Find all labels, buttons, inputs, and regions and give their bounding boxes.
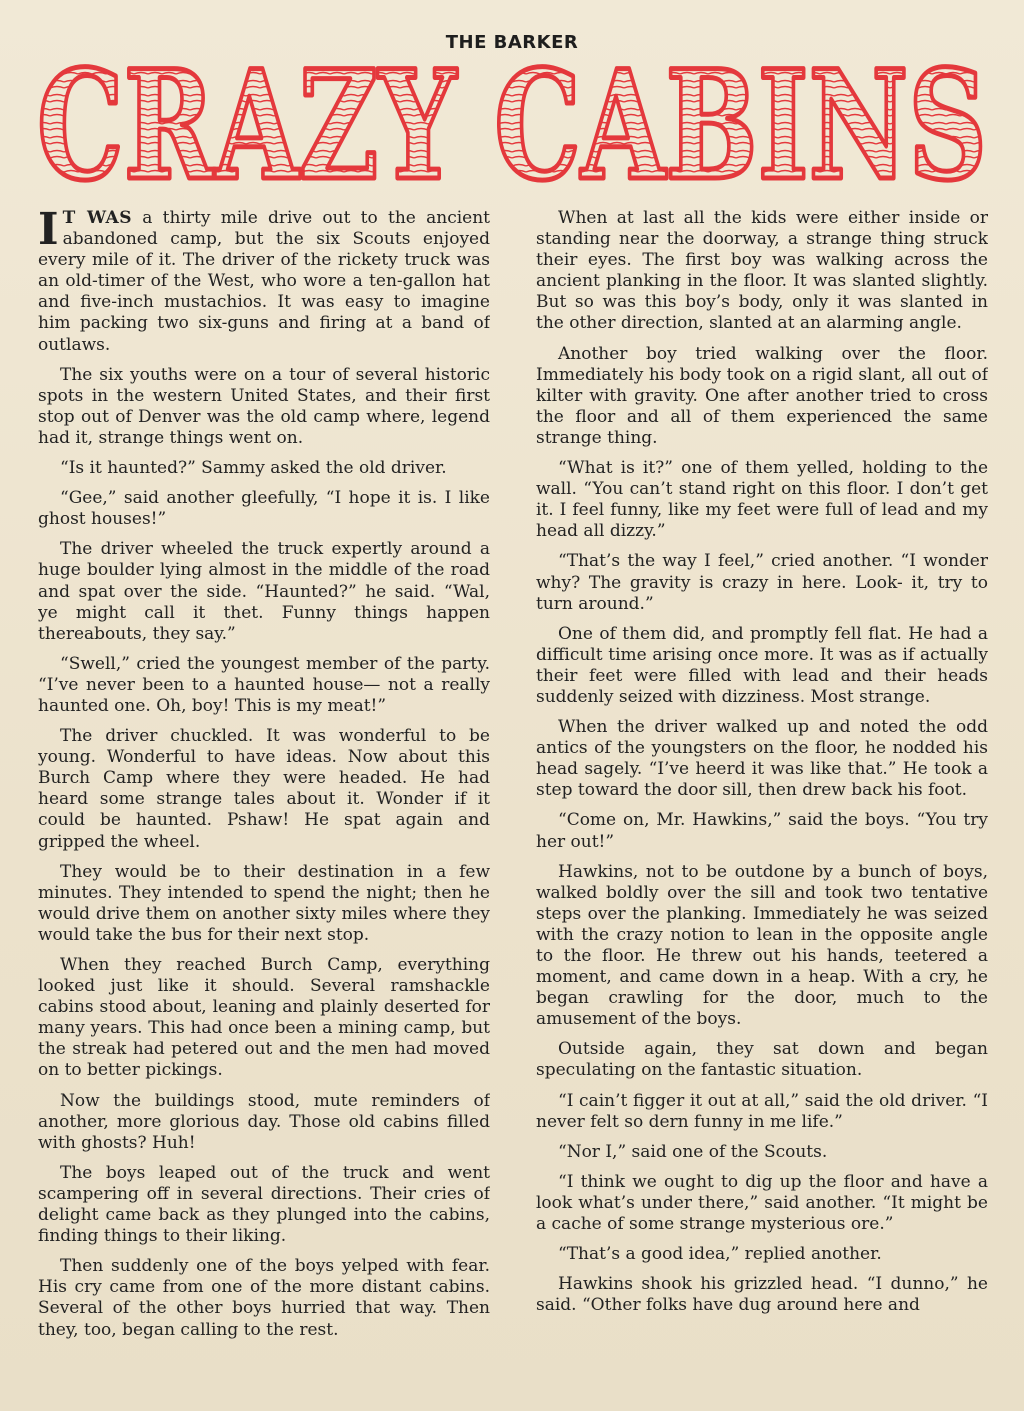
paragraph: “That’s a good idea,” replied another. (558, 1244, 882, 1265)
paragraph: They would be to their destination in a few minutes. They intended to spend the night; then he would drive them on another sixty miles where they would take the bus for their next stop. (38, 861, 490, 945)
log-letter-title-art (22, 50, 1002, 200)
running-head: THE BARKER (445, 32, 579, 53)
paragraph-text: a thirty mile drive out to the ancient abandoned camp, but the six Scouts enjoyed every mile of it. The driver of the rickety truck was an old-timer of the West, who wore a ten-gallon hat and five-inch mustachios. It was easy to imagine him packing two six-guns and firing at a band of outlaws. (38, 208, 490, 355)
paragraph: When they reached Burch Camp, everything looked just like it should. Several ramshackle cabins stood about, leaning and plainly deserted for many years. This had once been a mining camp, but the streak had petered out and the men had moved on to better pickings. (38, 955, 490, 1081)
paragraph: “I think we ought to dig up the floor and have a look what’s under there,” said another. “It might be a cache of some strange mysterious ore.” (536, 1171, 988, 1235)
paragraph: Now the buildings stood, mute reminders of another, more glorious day. Those old cabins filled with ghosts? Huh! (38, 1090, 490, 1153)
paragraph: “Gee,” said another gleefully, “I hope it is. I like ghost houses!” (38, 488, 490, 530)
paragraph: Outside again, they sat down and began speculating on the fantastic situation. (536, 1039, 988, 1081)
paragraph: When at last all the kids were either inside or standing near the doorway, a strange thing struck their eyes. The first boy was walking across the ancient planking in the floor. It was slanted slightly. But so was this boy’s body, only it was slanted in the other direction, slanted at an alarming angle. (536, 208, 988, 334)
paragraph: When the driver walked up and noted the odd antics of the youngsters on the floor, he nodded his head sagely. “I’ve heerd it was like that.” He took a step toward the door sill, then drew back his foot. (536, 717, 988, 801)
paragraph: “Is it haunted?” Sammy asked the old driver. (60, 458, 447, 479)
paragraph: The driver wheeled the truck expertly around a huge boulder lying almost in the middle of the road and spat over the side. “Haunted?” he said. “Wal, ye might call it thet. Funny things happen thereabouts, they say.” (38, 539, 490, 644)
paragraph: Hawkins shook his grizzled head. “I dunno,” he said. “Other folks have dug around here and (536, 1274, 988, 1316)
paragraph: Hawkins, not to be outdone by a bunch of boys, walked boldly over the sill and took two tentative steps over the planking. Immediately he was seized with the crazy notion to lean in the opposite angle to the floor. He threw out his hands, teetered a moment, and came down in a heap. With a cry, he began crawling for the door, much to the amusement of the boys. (536, 861, 988, 1030)
paragraph: The six youths were on a tour of several historic spots in the western United States, and their first stop out of Denver was the old camp where, legend had it, strange things went on. (38, 364, 490, 448)
paragraph: “I cain’t figger it out at all,” said the old driver. “I never felt so dern funny in me life.” (536, 1090, 988, 1132)
paragraph: The boys leaped out of the truck and went scampering off in several directions. Their cries of delight came back as they plunged into the cabins, finding things to their liking. (38, 1162, 490, 1247)
paragraph: Then suddenly one of the boys yelped with fear. His cry came from one of the more distant cabins. Several of the other boys hurried that way. Then they, too, began calling to the rest. (38, 1256, 490, 1340)
paragraph: “That’s the way I feel,” cried another. “I wonder why? The gravity is crazy in here. Look- it, try to turn around.” (536, 551, 988, 614)
paragraph: One of them did, and promptly fell flat. He had a difficult time arising once more. It was as if actually their feet were filled with lead and their heads suddenly seized with dizziness. Most strange. (536, 623, 988, 707)
paragraph: “Nor I,” said one of the Scouts. (558, 1141, 828, 1162)
lead-in: T WAS (62, 208, 132, 228)
paragraph: Another boy tried walking over the floor. Immediately his body took on a rigid slant, all out of kilter with gravity. One after another tried to cross the floor and all of them experienced the same strange thing. (536, 343, 988, 448)
paragraph: “Swell,” cried the youngest member of the party. “I’ve never been to a haunted house— not a really haunted one. Oh, boy! This is my meat!” (38, 653, 490, 716)
left-column (38, 208, 490, 1403)
paragraph: “Come on, Mr. Hawkins,” said the boys. “You try her out!” (536, 810, 988, 852)
opening-paragraph (38, 208, 490, 356)
paragraph: “What is it?” one of them yelled, holding to the wall. “You can’t stand right on this floor. I don’t get it. I feel funny, like my feet were full of lead and my head all dizzy.” (536, 458, 988, 542)
title-text: CRAZY CABINS (37, 50, 987, 200)
story-title (22, 50, 1002, 200)
right-column (536, 208, 988, 1403)
drop-cap: I (38, 208, 59, 255)
paragraph: The driver chuckled. It was wonderful to be young. Wonderful to have ideas. Now about this Burch Camp where they were headed. He had heard some strange tales about it. Wonder if it could be haunted. Pshaw! He spat again and gripped the wheel. (38, 726, 490, 852)
